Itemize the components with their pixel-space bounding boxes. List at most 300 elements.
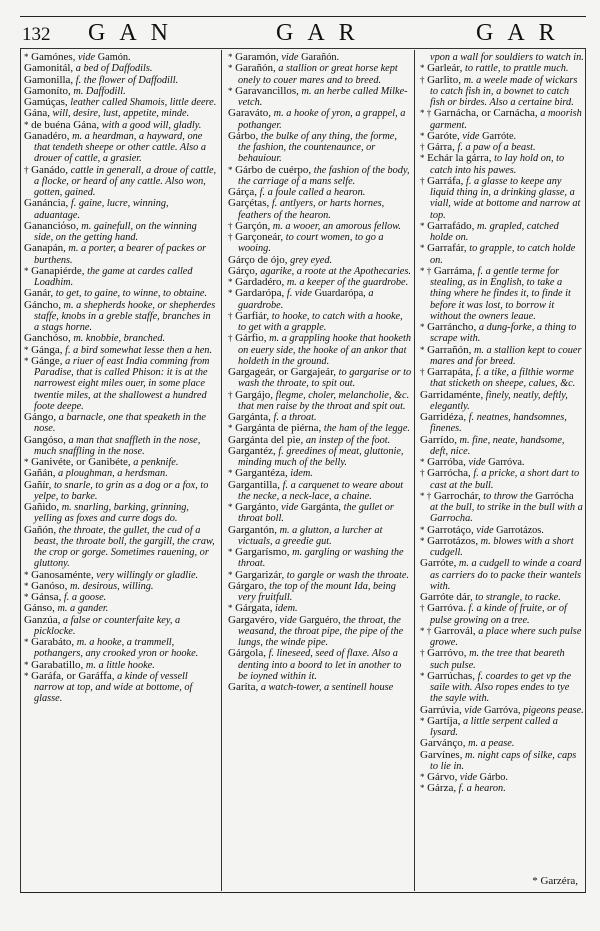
headword: Ganadéro, [24, 129, 70, 142]
headword: Gánge, [31, 354, 63, 367]
dictionary-entry [228, 86, 412, 109]
definition: m. a wooer, an amorous fellow. [272, 220, 401, 232]
headword: Gañido, [24, 501, 60, 513]
entry-mark: * [24, 580, 29, 591]
definition: m. a porter, a bearer of packes or burthens. [34, 243, 207, 266]
headword: Ganchóso, [24, 332, 71, 345]
headword: Garrafár, [427, 242, 467, 255]
entry-mark: † [228, 232, 233, 242]
definition: vide [281, 52, 299, 63]
entry-mark: † [420, 468, 425, 479]
definition: m. a cudgell to winde a coard as carriers do to packe their wantels with. [430, 558, 582, 592]
dictionary-entry [24, 525, 217, 570]
entry-mark: * [24, 637, 29, 647]
entry-mark: * [24, 344, 29, 355]
headword: Garóte, [427, 129, 460, 142]
headword: Ganapán, [24, 242, 66, 255]
dictionary-entry [24, 435, 217, 458]
definition: a ploughman, a herdsman. [58, 468, 168, 480]
definition: to hooke, to catch with a hooke, to get with a grapple. [238, 310, 403, 333]
definition: vide [476, 524, 494, 536]
entry-mark: † [420, 603, 425, 614]
definition: a riuer of east India comming from Paradise, that is called Phison: it is at the narrowest eight miles ouer, in some place twentie miles, at the shallowest a hundred foote deepe. [34, 355, 210, 412]
entry-mark: † [24, 164, 29, 175]
dictionary-entry [420, 243, 584, 266]
entry-mark: * [228, 277, 233, 287]
headword: de buéna Gána, [31, 118, 100, 131]
entry-mark: * † [420, 108, 432, 119]
dictionary-entry [228, 367, 412, 390]
headword: Garfiár, [235, 309, 270, 322]
definition: the game at cardes called Loadhim. [34, 265, 193, 288]
headword: Garrafádo, [427, 219, 475, 232]
definition: a little serpent called a lysard. [430, 715, 558, 738]
definition: vide [281, 502, 299, 513]
dictionary-entry [420, 367, 584, 390]
running-head-left: GAN [88, 20, 182, 46]
definition: a barnacle, one that speaketh in the nose. [34, 412, 206, 435]
entry-mark: * [420, 130, 425, 141]
dictionary-entry [24, 243, 217, 266]
entry-mark: * [228, 164, 233, 175]
definition: f. a throat. [273, 412, 317, 423]
definition: m. a grappling hooke that hooketh on euery side, the hooke of an ankor that holdeth in the ground. [238, 333, 411, 367]
dictionary-entry [228, 648, 412, 682]
dictionary-entry [228, 615, 412, 649]
entry-mark: * [24, 670, 29, 681]
cross-reference: Garróva, [484, 704, 521, 716]
headword: Gárço, [228, 264, 258, 277]
dictionary-entry [228, 198, 412, 221]
definition: to lay hold on, to catch into his pawes. [430, 153, 565, 176]
dictionary-entry [24, 412, 217, 435]
headword: Garnácha, or Carnácha, [433, 107, 538, 120]
headword: Gáncho, [24, 298, 61, 311]
entry-mark: * † [420, 265, 432, 276]
cross-reference: Gargánta, [300, 502, 341, 513]
definition: flegme, choler, melancholie, &c. that men raise by the throat and spit out. [238, 389, 410, 412]
headword: Garvánço, [420, 737, 466, 750]
definition: a kinde of vessell narrow at top, and wide at bottome, of glasse. [34, 670, 193, 705]
headword: Ganapiérde, [31, 264, 85, 277]
headword: Ganosaménte, [31, 568, 94, 581]
headword: Ganár, [24, 287, 54, 300]
headword: Garráncho, [427, 321, 477, 333]
headword: Gargánto, [235, 501, 279, 513]
headword: Garçoneár, [235, 231, 284, 243]
headword: Garróvo, [427, 647, 467, 660]
headword: Garabatillo, [31, 658, 84, 671]
dictionary-entry [420, 322, 584, 345]
entry-mark: * [24, 569, 29, 580]
dictionary-entry [420, 626, 584, 649]
definition: f. a goose. [63, 592, 107, 603]
dictionary-entry [420, 603, 584, 626]
entry-mark: * [420, 457, 425, 467]
definition: f. vide [286, 288, 312, 300]
definition: m. blowes with a short cudgell. [430, 535, 574, 558]
dictionary-entry [420, 716, 584, 739]
dictionary-entry [24, 266, 217, 289]
definition: m. the tree that beareth such pulse. [430, 648, 565, 671]
definition: to throw the [483, 490, 533, 502]
definition: a false or counterfaite key, a picklocke. [34, 614, 181, 637]
definition: vide [459, 772, 478, 783]
definition: f. a gentle terme for stealing, as in English, to take a thing where he findes it, to finde it before it was lost, to borrow it without the owners leaue. [430, 265, 571, 322]
definition: to strangle, to racke. [475, 592, 561, 603]
entry-mark: * [228, 502, 233, 512]
headword: Gánso, [24, 602, 55, 615]
dictionary-entry [228, 525, 412, 548]
headword: Garrapáta, [427, 366, 474, 378]
dictionary-entry [420, 266, 584, 322]
entry-mark: * [24, 457, 29, 467]
headword: Ganivéte, or Ganibéte, [31, 456, 131, 468]
definition: m. Daffodill. [73, 85, 126, 97]
definition: f. a pricke, a short dart to cast at the bull. [430, 468, 580, 491]
dictionary-entry [228, 131, 412, 165]
headword: Gamonitál, [24, 62, 74, 75]
definition: m. a keeper of the guardrobe. [286, 277, 409, 288]
definition: the fashion of the body, the carriage of a mans selfe. [238, 164, 410, 187]
definition: to gargarise or to wash the throate, to spit out. [238, 367, 412, 390]
definition: the bulke of any thing, the forme, the fashion, the countenaunce, or behauiour. [238, 130, 397, 165]
dictionary-entry [420, 750, 584, 773]
definition: m. night caps of silke, caps to lie in. [430, 749, 577, 772]
dictionary-entry [420, 345, 584, 368]
entry-mark: † [228, 220, 233, 231]
definition: to get, to gaine, to winne, to obtaine. [55, 288, 208, 300]
dictionary-entry [420, 671, 584, 705]
definition: a moorish garment. [430, 108, 582, 131]
definition: f. gaine, lucre, winning, aduantage. [34, 198, 169, 221]
headword: Garvínes, [420, 748, 463, 761]
entry-mark: * [24, 52, 29, 62]
definition: m. a gander. [57, 603, 109, 615]
headword: Garrochár, [433, 489, 481, 502]
headword: Ganáncia, [24, 197, 69, 210]
headword: Gargavéro, [228, 613, 277, 626]
entry-mark: * [228, 63, 233, 74]
definition: leather called Shamois, little deere. [70, 97, 217, 108]
definition: a watch-tower, a sentinell house [260, 682, 394, 693]
headword: Gargarísmo, [235, 546, 290, 558]
entry-mark: † [228, 333, 233, 344]
headword: Gárra, [427, 141, 455, 153]
entry-mark: * [228, 547, 233, 557]
dictionary-entry [420, 153, 584, 176]
entry-mark: * [24, 592, 29, 602]
headword: Gañón, [24, 523, 57, 536]
headword: Gárfio, [235, 332, 267, 345]
definition: an instep of the foot. [305, 434, 391, 446]
dictionary-entry [24, 671, 217, 705]
definition: a bed of Daffodils. [75, 63, 153, 75]
definition: a man that snaffleth in the nose, much snaffling in the nose. [34, 434, 201, 457]
dictionary-entry [228, 232, 412, 255]
definition: to rattle, to prattle much. [464, 63, 569, 75]
cross-reference: Garrotázos. [496, 524, 544, 536]
headword: Garrócha, [427, 467, 471, 480]
entry-mark: * † [420, 490, 432, 501]
headword: Echár la gárra, [427, 152, 492, 165]
dictionary-entry [24, 198, 217, 221]
dictionary-entry [24, 615, 217, 638]
dictionary-entry [228, 311, 412, 334]
headword: Garíta, [228, 681, 259, 693]
entry-mark: * [420, 670, 425, 681]
entry-mark: † [420, 175, 425, 186]
headword: Garçétas, [228, 197, 270, 210]
definition: m. a shepherds hooke, or shepherdes staffe, knobs in a greble staffe, branches in a stags horne. [34, 299, 216, 333]
entry-mark: * [420, 63, 425, 74]
dictionary-entry [24, 165, 217, 199]
dictionary-entry [420, 468, 584, 491]
headword: Garamón, [235, 51, 279, 63]
dictionary-entry [24, 637, 217, 660]
definition: f. a bird somewhat lesse then a hen. [65, 344, 213, 356]
dictionary-entry [24, 300, 217, 334]
dictionary-entry [228, 547, 412, 570]
definition: will, desire, lust, appetite, minde. [52, 108, 190, 120]
entry-mark: * [420, 524, 425, 535]
definition: the throate, the gullet, the cud of a beast, the throate boll, the gargill, the craw, the crop or gorge. Sometimes rauening, or gluttony. [34, 524, 215, 570]
dictionary-entry [228, 63, 412, 86]
definition: f. a carquenet to weare about the necke, a neck-lace, a chaine. [238, 479, 404, 502]
page-number: 132 [22, 24, 51, 45]
headword: Garráma, [433, 264, 476, 277]
headword: Ganóso, [31, 579, 68, 592]
entry-mark: * [228, 468, 233, 479]
definition: m. grapled, catched holde on. [430, 220, 559, 243]
definition: f. antlyers, or harts hornes, feathers of the hearon. [238, 198, 385, 221]
headword: Gárza, [427, 782, 457, 795]
dictionary-entry [420, 108, 584, 131]
definition: vide [279, 614, 297, 626]
headword: Gargánta, [228, 411, 271, 423]
definition: m. an herbe called Milke-vetch. [238, 85, 408, 108]
definition: a place where such pulse growe. [430, 625, 582, 648]
dictionary-entry [420, 75, 584, 109]
dictionary-entry [420, 783, 584, 794]
entry-mark: † [420, 648, 425, 659]
definition-continued: the throat, the weasand, the throat pipe, the pipe of the lungs, the winde pipe. [238, 614, 404, 648]
definition: m. a pease. [468, 738, 515, 750]
dictionary-entry [420, 221, 584, 244]
dictionary-entry [24, 97, 217, 108]
definition: m. a stallion kept to couer mares and for breed. [430, 344, 582, 367]
cross-reference: Garañón. [301, 52, 340, 63]
definition: cattle in generall, a droue of cattle, a flocke, or heard of any cattle. Also won, gotten, gained. [34, 164, 217, 198]
headword: Gañán, [24, 467, 56, 480]
definition-continued: at the bull, to strike in the bull with a Garrocha. [430, 502, 583, 525]
headword: Garleár, [427, 62, 463, 75]
headword: Garañón, [235, 62, 276, 75]
headword: Gargantilla, [228, 478, 281, 491]
cross-reference: Garrócha [535, 490, 574, 502]
entry-mark: * [228, 569, 233, 580]
headword: Ganádo, [31, 163, 69, 176]
headword: Gañír, [24, 478, 52, 491]
definition: f. greedines of meat, gluttonie, minding much of the belly. [238, 445, 404, 468]
cross-reference: Guardarópa, [314, 288, 366, 300]
headword: Garráfa, [427, 174, 464, 187]
definition: vide [462, 130, 480, 142]
headword: Gárbo, [228, 129, 259, 142]
definition: a stallion or great horse kept onely to couer mares and to breed. [238, 63, 398, 86]
definition: vide [77, 52, 96, 63]
headword: Garavancillos, [235, 84, 299, 97]
headword: Gárgola, [228, 647, 266, 660]
definition: vide [464, 704, 482, 716]
definition: to court women, to go a wooing. [238, 232, 384, 255]
definition: m. fine, neate, handsome, deft, nice. [430, 434, 565, 457]
headword: Garrotázos, [427, 534, 479, 547]
headword: Gamúças, [24, 96, 68, 108]
dictionary-entry [420, 176, 584, 221]
definition: f. neatnes, handsomnes, finenes. [430, 412, 567, 435]
headword: Garrído, [420, 433, 457, 446]
top-rule [20, 16, 586, 17]
entry-mark: * [228, 423, 233, 434]
column-1 [24, 52, 217, 705]
definition: idem. [275, 603, 298, 615]
dictionary-entry [420, 435, 584, 458]
dictionary-entry [228, 581, 412, 604]
dictionary-entry [228, 682, 412, 693]
entry-mark: * [420, 243, 425, 254]
headword: Gána, [24, 107, 50, 120]
headword: Gangóso, [24, 433, 66, 446]
headword: Gargantéza, [235, 467, 288, 480]
entry-mark: † [228, 389, 233, 400]
dictionary-entry [24, 468, 217, 479]
definition: a dung-forke, a thing to scrape with. [430, 322, 577, 345]
dictionary-entry [24, 131, 217, 165]
definition: m. a little hooke. [85, 659, 155, 671]
dictionary-entry [228, 333, 412, 367]
definition: m. a weele made of wickars to catch fish in, a bownet to catch fish or birdes. Also a certaine bird. [430, 74, 578, 108]
entry-mark: * [228, 52, 233, 62]
column-divider [414, 50, 415, 891]
headword: Garridéza, [420, 411, 467, 423]
dictionary-page [18, 16, 586, 893]
cross-reference: Garguéro, [299, 614, 341, 626]
definition: f. coardes to get vp the saile with. Also ropes endes to tye the sayle with. [430, 670, 572, 705]
headword: Garçón, [235, 219, 271, 232]
definition: with a good will, gladly. [101, 119, 202, 131]
definition: m. knobbie, branched. [73, 333, 166, 345]
dictionary-entry [228, 108, 412, 131]
headword: Gángo, [24, 411, 57, 423]
entry-mark: * [420, 322, 425, 332]
catchword: * Garzéra, [532, 875, 578, 887]
entry-mark: * [420, 535, 425, 546]
cross-reference: Garróva. [488, 457, 525, 468]
running-head-middle: GAR [276, 20, 369, 46]
definition: m. a glutton, a lurcher at victuals, a greedie gut. [238, 524, 383, 547]
headword: Garrovál, [433, 624, 476, 637]
dictionary-entry [420, 648, 584, 671]
entry-mark: † [420, 74, 425, 85]
definition: grey eyed. [290, 254, 333, 266]
dictionary-entry [228, 502, 412, 525]
headword: Gamoníto, [24, 84, 71, 97]
definition: f. a hearon. [458, 783, 506, 795]
entry-mark: * [420, 220, 425, 231]
definition: f. a tike, a filthie worme that sticketh on sheepe, calues, &c. [430, 367, 576, 390]
headword: Gárvo, [427, 771, 458, 783]
headword: Gardadéro, [235, 276, 285, 288]
definition: m. a heardman, a hayward, one that tendeth sheepe or other cattle. Also a drouer of cattle, a grasier. [34, 130, 206, 165]
definition: to grapple, to catch holde on. [430, 243, 576, 266]
entry-mark: * [228, 288, 233, 299]
definition: f. lineseed, seed of flaxe. Also a denting into a boord to let in another to be ioyned within it. [238, 648, 402, 682]
definition: m. snarling, barking, grinning, yelling as foxes and curre dogs do. [34, 502, 190, 525]
entry-mark: † [420, 142, 425, 152]
headword: Gargánta de piérna, [235, 422, 322, 435]
cross-reference: Gamón. [97, 52, 131, 63]
running-head-right: GAR [476, 20, 569, 46]
definition-continued: pigeons pease. [523, 704, 584, 716]
entry-mark: * [420, 153, 425, 164]
headword: Gárgaro, [228, 579, 267, 592]
column-3 [420, 52, 584, 795]
dictionary-entry [228, 446, 412, 469]
headword: Gamónes, [31, 51, 76, 63]
column-divider [221, 50, 222, 891]
entry-mark: * † [420, 625, 432, 636]
definition: m. gainefull, on the winning side, on the getting hand. [34, 220, 197, 243]
definition: to snarle, to grin as a dog or a fox, to yelpe, to barke. [34, 479, 209, 502]
dictionary-entry [420, 491, 584, 525]
definition: m. a hooke of yron, a grappel, a pothanger. [238, 108, 406, 131]
cross-reference: Garróte. [482, 130, 517, 142]
headword: Garrúchas, [427, 669, 476, 682]
entry-mark: * [24, 355, 29, 366]
definition: f. a kinde of fruite, or of pulse growing on a tree. [430, 603, 567, 626]
headword: Garrañón, [427, 343, 472, 356]
entry-mark: * [24, 119, 29, 130]
definition-continued: a guardrobe. [238, 288, 374, 311]
definition: finely, neatly, deftly, elegantly. [430, 389, 568, 412]
headword: Garrotáço, [427, 523, 474, 536]
definition: the ham of the legge. [323, 423, 410, 435]
headword: Gargantéz, [228, 444, 276, 457]
definition: a penknife. [133, 457, 179, 468]
headword: Garaváto, [228, 107, 272, 120]
running-header [18, 20, 586, 48]
headword: Gargageár, or Gargajeár, [228, 366, 337, 378]
dictionary-entry [228, 390, 412, 413]
definition: to gargle or wash the throate. [286, 569, 410, 581]
headword: Gárgata, [235, 602, 273, 615]
entry-mark: * [228, 603, 233, 614]
entry-mark: * [24, 659, 29, 670]
entry-mark: † [420, 367, 425, 377]
dictionary-entry [228, 165, 412, 188]
dictionary-entry [420, 390, 584, 413]
headword: Gargájo, [235, 388, 274, 401]
definition-continued: the gullet or throat boll. [238, 502, 394, 525]
definition: m. desirous, willing. [70, 580, 154, 592]
headword: Garabáto, [31, 636, 75, 648]
headword: Gánga, [31, 343, 63, 356]
headword: Garridaménte, [420, 388, 484, 401]
dictionary-entry [420, 536, 584, 559]
definition: m. a hooke, a trammell, pothangers, any crooked yron or hooke. [34, 637, 199, 660]
headword: Garróte dár, [420, 591, 473, 603]
